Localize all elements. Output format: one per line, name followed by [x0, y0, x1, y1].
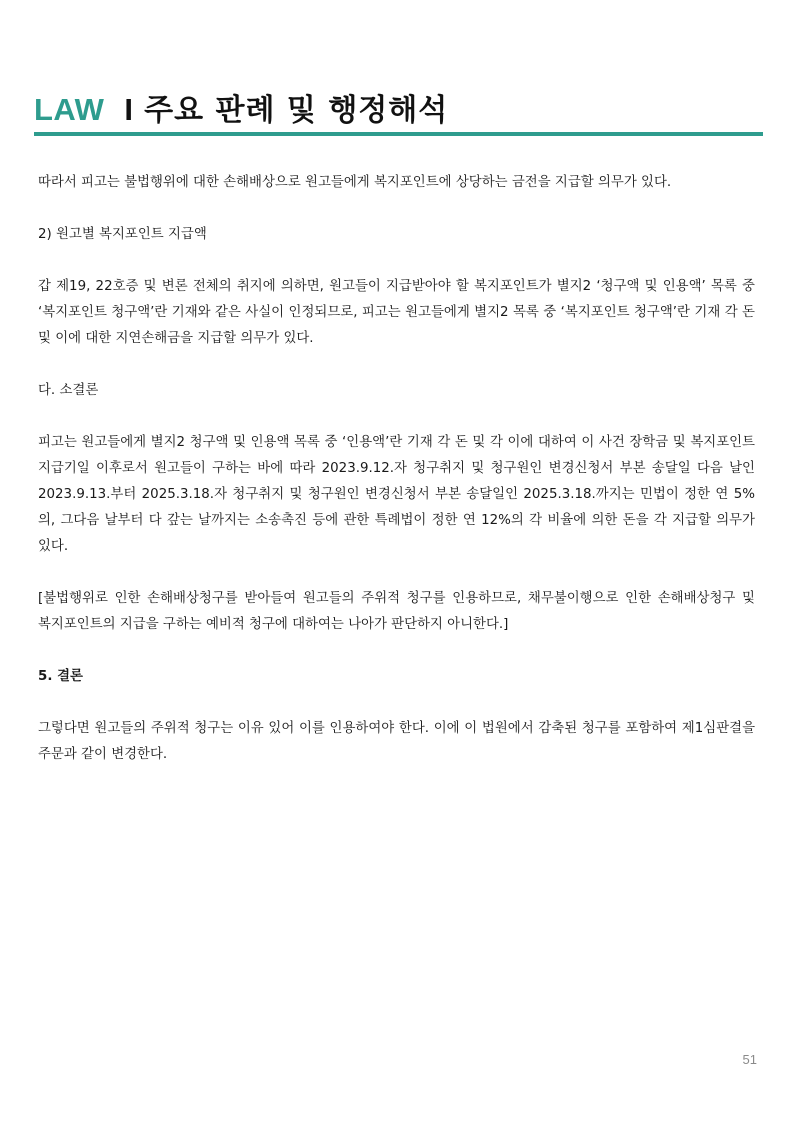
page-number: 51 — [742, 1052, 757, 1067]
paragraph-liability: 따라서 피고는 불법행위에 대한 손해배상으로 원고들에게 복지포인트에 상당하는 금전을 지급할 의무가 있다. — [38, 175, 672, 190]
page-header — [34, 86, 763, 138]
section-title: 주요 판례 및 행정해석 — [144, 93, 449, 128]
document-body — [38, 170, 755, 768]
paragraph-subconclusion: 피고는 원고들에게 별지2 청구액 및 인용액 목록 중 ‘인용액’란 기재 각 돈 및 각 이에 대하여 이 사건 장학금 및 복지포인트 지급기일 이후로서 원고들이 구하는 바에 따라 2023.9.12.자 청구취지 및 청구원인 변경신청서 부본 송달일 다음 날인 2023.9.13.부터 2025.3.18.자 청구취지 및 청구원인 변경신청서 부본 송달일인 2025.3.18.까지는 민법이 정한 연 5%의, 그다음 날부터 다 갚는 날까지는 소송촉진 등에 관한 특례법이 정한 연 12%의 각 비율에 의한 돈을 각 지급할 의무가 있다. — [38, 435, 755, 554]
paragraph-welfare-points: 갑 제19, 22호증 및 변론 전체의 취지에 의하면, 원고들이 지급받아야 할 복지포인트가 별지2 ‘청구액 및 인용액’ 목록 중 ‘복지포인트 청구액’란 기재와 같은 사실이 인정되므로, 피고는 원고들에게 별지2 목록 중 ‘복지포인트 청구액’란 기재 각 돈 및 이에 대한 지연손해금을 지급할 의무가 있다. — [38, 279, 755, 346]
paragraph-conclusion: 그렇다면 원고들의 주위적 청구는 이유 있어 이를 인용하여야 한다. 이에 이 법원에서 감축된 청구를 포함하여 제1심판결을 주문과 같이 변경한다. — [38, 721, 755, 762]
heading-conclusion: 5. 결론 — [38, 669, 83, 684]
header-title — [34, 86, 448, 134]
header-rule — [34, 132, 763, 136]
subheading-subconclusion: 다. 소결론 — [38, 383, 99, 398]
law-label: LAW — [34, 92, 105, 127]
subheading-welfare-points-amount: 2) 원고별 복지포인트 지급액 — [38, 227, 207, 242]
header-separator: I — [124, 92, 133, 127]
paragraph-bracket-note: [불법행위로 인한 손해배상청구를 받아들여 원고들의 주위적 청구를 인용하므로, 채무불이행으로 인한 손해배상청구 및 복지포인트의 지급을 구하는 예비적 청구에 대하여는 나아가 판단하지 아니한다.] — [38, 591, 755, 632]
